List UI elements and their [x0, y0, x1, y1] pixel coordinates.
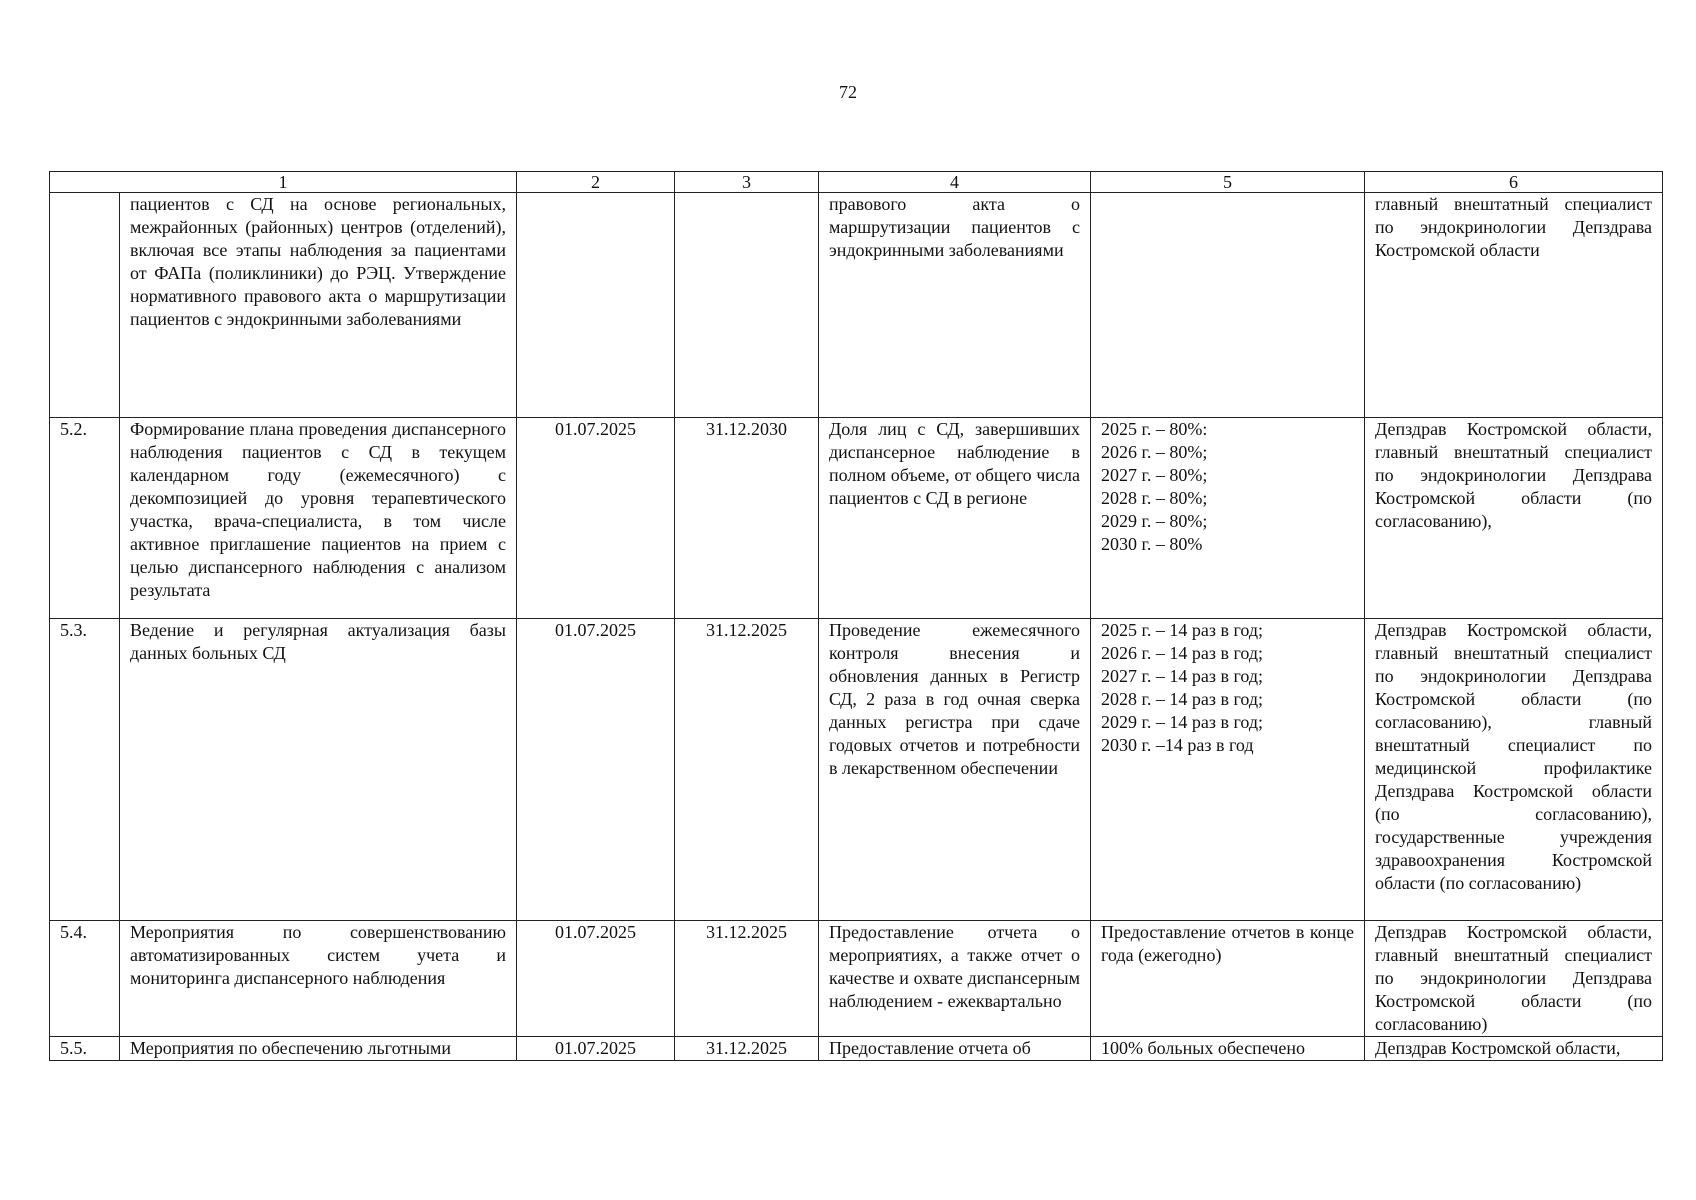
value-line: 2027 г. – 80%; [1101, 465, 1208, 485]
table-header-row [50, 172, 1663, 193]
values-cell [1091, 418, 1365, 619]
row-number: 5.2. [50, 418, 120, 619]
value-line: 2026 г. – 14 раз в год; [1101, 643, 1264, 663]
value-line: 2030 г. –14 раз в год [1101, 735, 1254, 755]
indicator-cell: Предоставление отчета о мероприятиях, а также отчет о качестве и охвате диспансерным наблюдением - ежеквартально [819, 921, 1091, 1037]
value-line: 2030 г. – 80% [1101, 534, 1203, 554]
table-row [50, 193, 1663, 418]
value-line: 2029 г. – 80%; [1101, 511, 1208, 531]
header-col-6: 6 [1365, 172, 1663, 193]
start-date-cell: 01.07.2025 [517, 418, 675, 619]
value-line: 2026 г. – 80%; [1101, 442, 1208, 462]
table-row [50, 418, 1663, 619]
values-cell: Предоставление отчетов в конце года (ежегодно) [1091, 921, 1365, 1037]
activity-cell: Мероприятия по совершенствованию автоматизированных систем учета и мониторинга диспансерного наблюдения [120, 921, 517, 1037]
header-col-1: 1 [50, 172, 517, 193]
responsible-cell: Депздрав Костромской области, главный внештатный специалист по эндокринологии Депздрава Костромской области (по согласованию) [1365, 921, 1663, 1037]
values-cell: 100% больных обеспечено [1091, 1037, 1365, 1061]
row-number: 5.5. [50, 1037, 120, 1061]
indicator-cell: Предоставление отчета об [819, 1037, 1091, 1061]
activity-cell: пациентов с СД на основе региональных, межрайонных (районных) центров (отделений), включая все этапы наблюдения за пациентами от ФАПа (поликлиники) до РЭЦ. Утверждение нормативного правового акта о маршрутизации пациентов с эндокринными заболеваниями [120, 193, 517, 418]
end-date-cell [675, 193, 819, 418]
responsible-cell: Депздрав Костромской области, главный внештатный специалист по эндокринологии Депздрава Костромской области (по согласованию), [1365, 418, 1663, 619]
table-row [50, 619, 1663, 921]
value-line: 2029 г. – 14 раз в год; [1101, 712, 1264, 732]
start-date-cell: 01.07.2025 [517, 619, 675, 921]
responsible-cell: Депздрав Костромской области, [1365, 1037, 1663, 1061]
indicator-cell: Проведение ежемесячного контроля внесения и обновления данных в Регистр СД, 2 раза в год очная сверка данных регистра при сдаче годовых отчетов и потребности в лекарственном обеспечении [819, 619, 1091, 921]
header-col-4: 4 [819, 172, 1091, 193]
row-number: 5.3. [50, 619, 120, 921]
end-date-cell: 31.12.2025 [675, 619, 819, 921]
start-date-cell [517, 193, 675, 418]
end-date-cell: 31.12.2025 [675, 921, 819, 1037]
value-line: 2028 г. – 80%; [1101, 488, 1208, 508]
indicator-cell: правового акта о маршрутизации пациентов с эндокринными заболеваниями [819, 193, 1091, 418]
value-line: 2027 г. – 14 раз в год; [1101, 666, 1264, 686]
values-cell [1091, 619, 1365, 921]
start-date-cell: 01.07.2025 [517, 921, 675, 1037]
activity-cell: Ведение и регулярная актуализация базы данных больных СД [120, 619, 517, 921]
value-line: 2028 г. – 14 раз в год; [1101, 689, 1264, 709]
header-col-5: 5 [1091, 172, 1365, 193]
indicator-cell: Доля лиц с СД, завершивших диспансерное наблюдение в полном объеме, от общего числа пациентов с СД в регионе [819, 418, 1091, 619]
end-date-cell: 31.12.2025 [675, 1037, 819, 1061]
value-line: 2025 г. – 14 раз в год; [1101, 620, 1264, 640]
page-number: 72 [839, 82, 857, 102]
header-col-3: 3 [675, 172, 819, 193]
table-row [50, 921, 1663, 1037]
responsible-cell: главный внештатный специалист по эндокринологии Депздрава Костромской области [1365, 193, 1663, 418]
measures-table [49, 171, 1663, 1061]
activity-cell: Мероприятия по обеспечению льготными [120, 1037, 517, 1061]
responsible-cell: Депздрав Костромской области, главный внештатный специалист по эндокринологии Депздрава Костромской области (по согласованию), главный внештатный специалист по медицинской профилактике Депздрава Костромской области (по согласованию), государственные учреждения здравоохранения Костромской области (по согласованию) [1365, 619, 1663, 921]
header-col-2: 2 [517, 172, 675, 193]
row-number [50, 193, 120, 418]
values-cell [1091, 193, 1365, 418]
table-row [50, 1037, 1663, 1061]
start-date-cell: 01.07.2025 [517, 1037, 675, 1061]
row-number: 5.4. [50, 921, 120, 1037]
activity-cell: Формирование плана проведения диспансерного наблюдения пациентов с СД в текущем календарном году (ежемесячного) с декомпозицией до уровня терапевтического участка, врача-специалиста, в том числе активное приглашение пациентов на прием с целью диспансерного наблюдения с анализом результата [120, 418, 517, 619]
end-date-cell: 31.12.2030 [675, 418, 819, 619]
value-line: 2025 г. – 80%: [1101, 419, 1208, 439]
